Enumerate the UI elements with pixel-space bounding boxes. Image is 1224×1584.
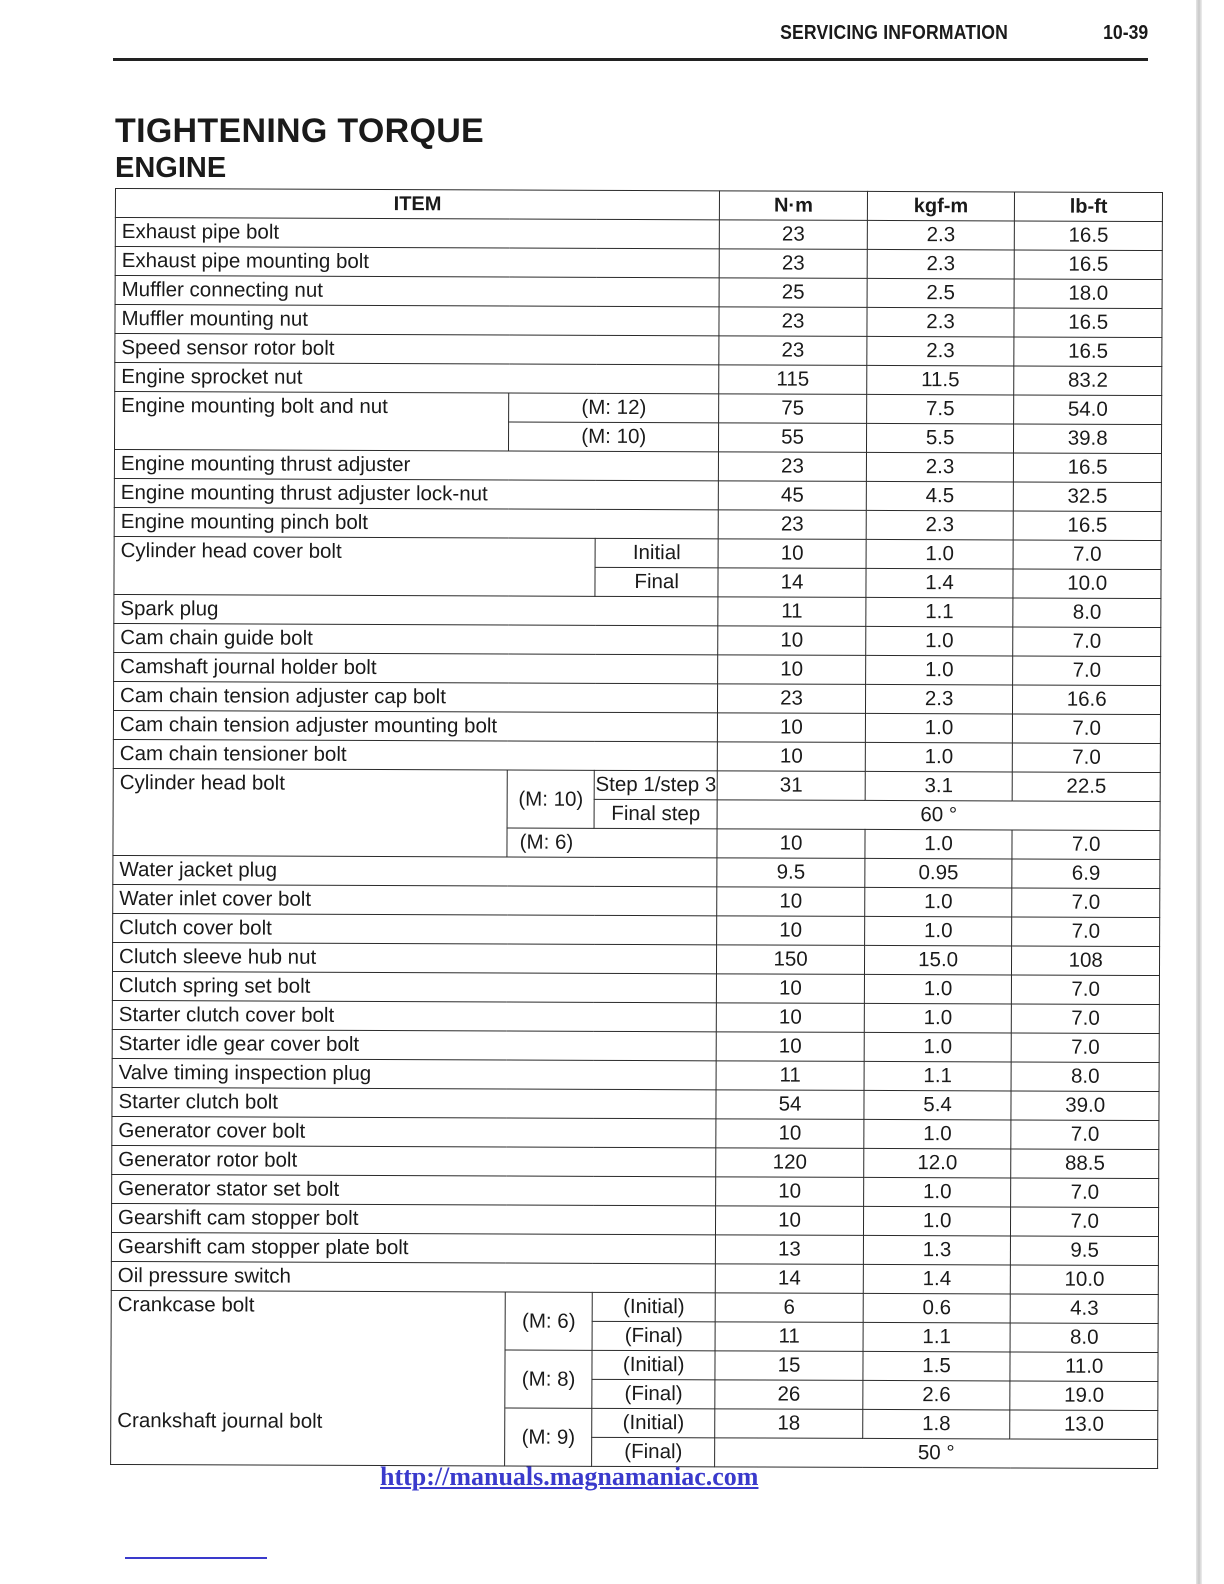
row-kgfm: 1.0 [865,655,1013,685]
row-kgfm: 2.3 [865,684,1013,714]
row-nm: 23 [719,307,867,337]
row-size: (M: 12) [509,393,719,423]
row-kgfm: 1.8 [863,1409,1011,1439]
row-kgfm: 1.0 [864,974,1012,1004]
row-nm: 11 [716,1061,864,1091]
row-item: Engine mounting thrust adjuster [114,450,718,481]
row-item: Generator rotor bolt [112,1145,716,1176]
row-kgfm: 1.0 [864,1032,1012,1062]
row-lbft: 7.0 [1013,656,1161,686]
row-nm: 10 [716,1119,864,1149]
row-item: Exhaust pipe bolt [115,218,719,249]
col-header-kgfm: kgf-m [867,191,1015,221]
row-item: Muffler mounting nut [115,305,719,336]
row-nm: 75 [719,394,867,424]
row-kgfm: 5.5 [866,423,1014,453]
row-item: Generator cover bolt [112,1116,716,1147]
table-row [115,392,1162,425]
row-item: Exhaust pipe mounting bolt [115,247,719,278]
row-nm: 54 [716,1090,864,1120]
row-kgfm: 1.4 [866,568,1014,598]
row-nm: 10 [718,655,866,685]
row-size: (M: 8) [505,1350,592,1408]
section-title: SERVICING INFORMATION [780,22,1008,44]
row-kgfm: 1.0 [865,713,1013,743]
table-row [112,1000,1159,1033]
row-nm: 10 [718,539,866,569]
row-kgfm: 1.0 [864,1119,1012,1149]
row-item: Cylinder head cover bolt [114,536,595,596]
row-lbft: 7.0 [1012,917,1160,947]
row-kgfm: 11.5 [867,365,1015,395]
table-row [115,276,1162,309]
row-item: Starter clutch cover bolt [112,1000,716,1031]
table-row [115,247,1162,280]
table-row [113,681,1160,714]
page-edge-shadow [1196,0,1202,1584]
watermark-link[interactable]: http://manuals.magnamaniac.com [380,1462,759,1491]
row-nm: 13 [716,1235,864,1265]
row-nm: 10 [717,974,865,1004]
row-nm: 25 [719,278,867,308]
row-lbft: 16.5 [1014,308,1162,338]
row-step: (Final) [592,1379,715,1408]
row-nm: 10 [718,626,866,656]
row-kgfm: 2.6 [863,1380,1011,1410]
row-nm: 18 [715,1409,863,1439]
row-item: Engine sprocket nut [115,363,719,394]
page-title: TIGHTENING TORQUE [115,112,485,150]
table-header-row [115,189,1162,222]
row-lbft: 8.0 [1013,598,1161,628]
row-kgfm: 5.4 [864,1090,1012,1120]
table-row [112,971,1159,1004]
row-item: Starter clutch bolt [112,1087,716,1118]
row-lbft: 7.0 [1013,743,1161,773]
row-nm: 10 [716,1032,864,1062]
row-item: Clutch cover bolt [113,913,717,944]
row-lbft: 13.0 [1010,1410,1158,1440]
row-lbft: 16.5 [1014,453,1162,483]
row-lbft: 8.0 [1011,1062,1159,1092]
row-lbft: 108 [1012,946,1160,976]
row-lbft: 16.5 [1015,250,1163,280]
row-step: (Final) [592,1321,715,1350]
col-header-item: ITEM [115,189,719,220]
row-item: Cam chain tension adjuster mounting bolt [113,710,717,741]
row-size: (M: 6) [507,828,717,858]
row-nm: 10 [717,887,865,917]
page-subtitle: ENGINE [115,152,227,184]
row-lbft: 16.5 [1014,337,1162,367]
row-kgfm: 1.1 [866,597,1014,627]
table-row [115,363,1162,396]
row-nm: 6 [715,1293,863,1323]
row-lbft: 10.0 [1013,569,1161,599]
row-kgfm: 1.0 [866,539,1014,569]
row-nm: 150 [717,945,865,975]
row-kgfm: 1.4 [863,1264,1011,1294]
table-row [111,1290,1158,1323]
table-row [111,1232,1158,1265]
row-step: Final step [594,799,717,828]
row-kgfm: 4.5 [866,481,1014,511]
row-kgfm: 1.5 [863,1351,1011,1381]
row-kgfm: 1.0 [864,1003,1012,1033]
row-lbft: 16.6 [1013,685,1161,715]
table-row [114,623,1161,656]
table-row [112,942,1159,975]
row-kgfm: 1.1 [864,1061,1012,1091]
row-item: Cam chain tension adjuster cap bolt [113,681,717,712]
row-lbft: 39.0 [1011,1091,1159,1121]
row-kgfm: 1.0 [865,742,1013,772]
table-row [114,652,1161,685]
row-item: Crankcase bolt [111,1290,506,1408]
row-kgfm: 2.3 [867,336,1015,366]
row-nm: 10 [717,829,865,859]
row-nm: 10 [716,1177,864,1207]
row-lbft: 7.0 [1011,1207,1159,1237]
row-kgfm: 1.1 [863,1322,1011,1352]
table-row [111,1203,1158,1236]
row-nm: 23 [719,452,867,482]
row-kgfm: 0.6 [863,1293,1011,1323]
row-lbft: 11.0 [1010,1352,1158,1382]
row-nm: 26 [715,1380,863,1410]
row-item: Camshaft journal holder bolt [114,652,718,683]
row-lbft: 39.8 [1014,424,1162,454]
col-header-nm: N·m [720,191,868,221]
row-kgfm: 1.0 [864,916,1012,946]
row-item: Cam chain tensioner bolt [113,739,717,770]
footer-divider [125,1557,267,1559]
row-size: (M: 6) [505,1292,592,1350]
row-step: (Initial) [592,1408,715,1437]
row-nm: 23 [718,684,866,714]
row-lbft: 7.0 [1011,1178,1159,1208]
row-item: Starter idle gear cover bolt [112,1029,716,1060]
row-size: (M: 9) [505,1408,592,1466]
table-row [112,1087,1159,1120]
row-nm: 11 [715,1322,863,1352]
row-kgfm: 1.0 [865,829,1013,859]
table-row [113,739,1160,772]
row-nm: 115 [719,365,867,395]
row-kgfm: 1.0 [866,626,1014,656]
row-lbft: 7.0 [1013,714,1161,744]
row-lbft: 88.5 [1011,1149,1159,1179]
row-size: (M: 10) [507,770,594,828]
row-lbft: 54.0 [1014,395,1162,425]
row-nm: 9.5 [717,858,865,888]
row-angle: 60 ° [717,800,1160,831]
row-nm: 23 [719,249,867,279]
row-lbft: 7.0 [1012,975,1160,1005]
table-row [111,1406,1158,1439]
table-row [112,1058,1159,1091]
row-lbft: 7.0 [1013,627,1161,657]
row-lbft: 18.0 [1014,279,1162,309]
table-row [114,594,1161,627]
row-lbft: 7.0 [1012,888,1160,918]
row-nm: 10 [717,1003,865,1033]
row-lbft: 7.0 [1012,1004,1160,1034]
row-nm: 45 [719,481,867,511]
row-item: Clutch sleeve hub nut [112,942,716,973]
row-kgfm: 2.3 [866,510,1014,540]
row-nm: 23 [720,220,868,250]
row-nm: 10 [717,916,865,946]
row-lbft: 16.5 [1014,511,1162,541]
row-item: Cylinder head bolt [113,768,508,857]
table-row [112,1145,1159,1178]
row-kgfm: 2.3 [867,220,1015,250]
row-kgfm: 2.5 [867,278,1015,308]
col-header-lbft: lb-ft [1015,192,1163,222]
row-item: Engine mounting pinch bolt [114,507,718,538]
table-row [113,913,1160,946]
row-lbft: 4.3 [1011,1294,1159,1324]
row-step: Initial [595,538,718,567]
row-nm: 14 [718,568,866,598]
table-row [115,334,1162,367]
row-item: Engine mounting thrust adjuster lock-nut [114,478,718,509]
row-nm: 23 [718,510,866,540]
row-step: Step 1/step 3 [594,770,717,799]
row-kgfm: 1.0 [863,1206,1011,1236]
table-row [112,1116,1159,1149]
row-lbft: 22.5 [1013,772,1161,802]
row-item: Engine mounting bolt and nut [114,392,508,452]
row-item: Water jacket plug [113,855,717,886]
row-item: Clutch spring set bolt [112,971,716,1002]
row-nm: 11 [718,597,866,627]
row-item: Gearshift cam stopper plate bolt [111,1232,715,1263]
table-row [112,1029,1159,1062]
row-item: Generator stator set bolt [112,1174,716,1205]
row-lbft: 16.5 [1015,221,1163,251]
row-item: Muffler connecting nut [115,276,719,307]
row-lbft: 7.0 [1012,830,1160,860]
row-step: (Initial) [592,1292,715,1321]
row-kgfm: 2.3 [867,307,1015,337]
row-kgfm: 2.3 [866,452,1014,482]
table-row [114,478,1161,511]
table-row [111,1261,1158,1294]
row-nm: 23 [719,336,867,366]
row-kgfm: 2.3 [867,249,1015,279]
row-lbft: 6.9 [1012,859,1160,889]
row-kgfm: 3.1 [865,771,1013,801]
row-lbft: 19.0 [1010,1381,1158,1411]
row-item: Cam chain guide bolt [114,623,718,654]
row-nm: 14 [716,1264,864,1294]
row-item: Crankshaft journal bolt [111,1406,505,1466]
row-nm: 31 [717,771,865,801]
row-nm: 120 [716,1148,864,1178]
row-lbft: 7.0 [1011,1120,1159,1150]
row-kgfm: 1.0 [865,887,1013,917]
row-kgfm: 15.0 [864,945,1012,975]
table-row [113,855,1160,888]
row-nm: 10 [718,713,866,743]
row-lbft: 83.2 [1014,366,1162,396]
row-step: Final [595,567,718,596]
row-item: Spark plug [114,594,718,625]
row-lbft: 10.0 [1011,1265,1159,1295]
row-lbft: 7.0 [1012,1033,1160,1063]
table-row [115,218,1162,251]
row-item: Oil pressure switch [111,1261,715,1292]
row-nm: 10 [718,742,866,772]
table-row [114,450,1161,483]
row-kgfm: 0.95 [865,858,1013,888]
table-row [114,507,1161,540]
table-row [113,884,1160,917]
row-kgfm: 1.3 [863,1235,1011,1265]
torque-table [110,188,1163,1469]
table-row [113,768,1160,801]
table-row [112,1174,1159,1207]
row-step: (Final) [592,1437,715,1466]
row-kgfm: 7.5 [866,394,1014,424]
row-nm: 10 [716,1206,864,1236]
row-lbft: 7.0 [1013,540,1161,570]
page-number: 10-39 [1102,22,1148,44]
row-angle: 50 ° [715,1438,1158,1469]
row-lbft: 8.0 [1010,1323,1158,1353]
row-item: Valve timing inspection plug [112,1058,716,1089]
table-row [114,536,1161,569]
page-header [113,8,1148,61]
row-nm: 55 [719,423,867,453]
row-step: (Initial) [592,1350,715,1379]
row-item: Water inlet cover bolt [113,884,717,915]
row-lbft: 32.5 [1014,482,1162,512]
row-size: (M: 10) [509,422,719,452]
row-nm: 15 [715,1351,863,1381]
table-row [113,710,1160,743]
row-item: Speed sensor rotor bolt [115,334,719,365]
row-item: Gearshift cam stopper bolt [111,1203,715,1234]
row-lbft: 9.5 [1011,1236,1159,1266]
row-kgfm: 12.0 [864,1148,1012,1178]
table-row [115,305,1162,338]
row-kgfm: 1.0 [863,1177,1011,1207]
